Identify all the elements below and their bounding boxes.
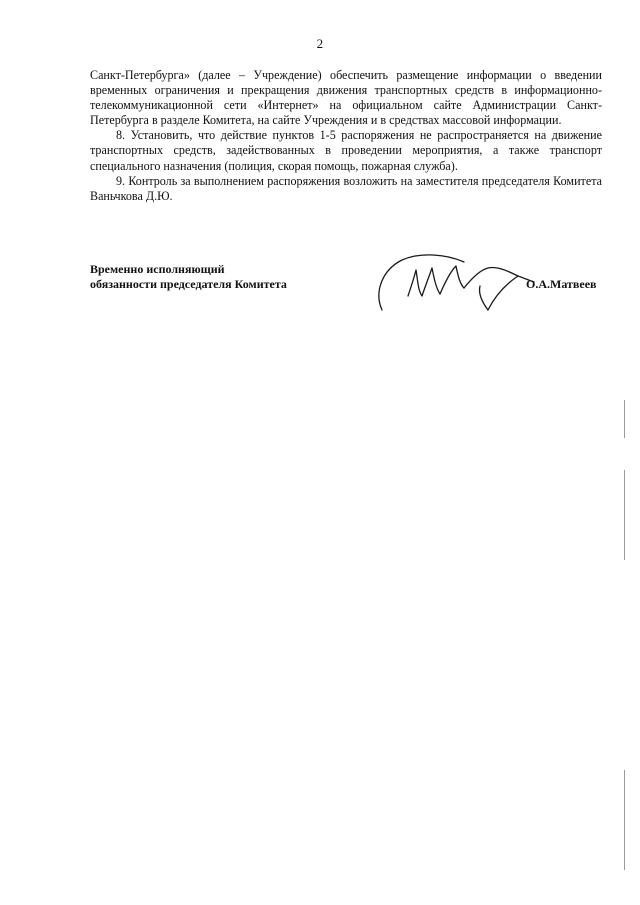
signatory-title <box>90 262 287 292</box>
scan-edge-mark <box>624 400 625 438</box>
paragraph-item-8: 8. Установить, что действие пунктов 1-5 распоряжения не распространяется на движение транспортных средств, задействованных в проведении мероприятия, а также транспорт специального назначения (полиция, скорая помощь, пожарная служба). <box>90 128 602 173</box>
signatory-name: О.А.Матвеев <box>526 277 597 291</box>
scan-edge-mark <box>624 470 625 560</box>
signatory-title-line-2: обязанности председателя Комитета <box>90 277 287 291</box>
paragraph-continuation: Санкт-Петербурга» (далее – Учреждение) обеспечить размещение информации о введении временных ограничения и прекращения движения транспортных средств в информационно-телекоммуникационной сети «Интернет» на официальном сайте Администрации Санкт-Петербурга в разделе Комитета, на сайте Учреждения и в средствах массовой информации. <box>90 68 602 128</box>
handwritten-signature <box>368 248 538 320</box>
paragraph-item-9: 9. Контроль за выполнением распоряжения возложить на заместителя председателя Комитета Ваньчкова Д.Ю. <box>90 173 602 203</box>
page-number: 2 <box>316 36 324 51</box>
scan-edge-mark <box>624 770 625 870</box>
signatory-title-line-1: Временно исполняющий <box>90 262 225 276</box>
document-body <box>90 68 602 204</box>
